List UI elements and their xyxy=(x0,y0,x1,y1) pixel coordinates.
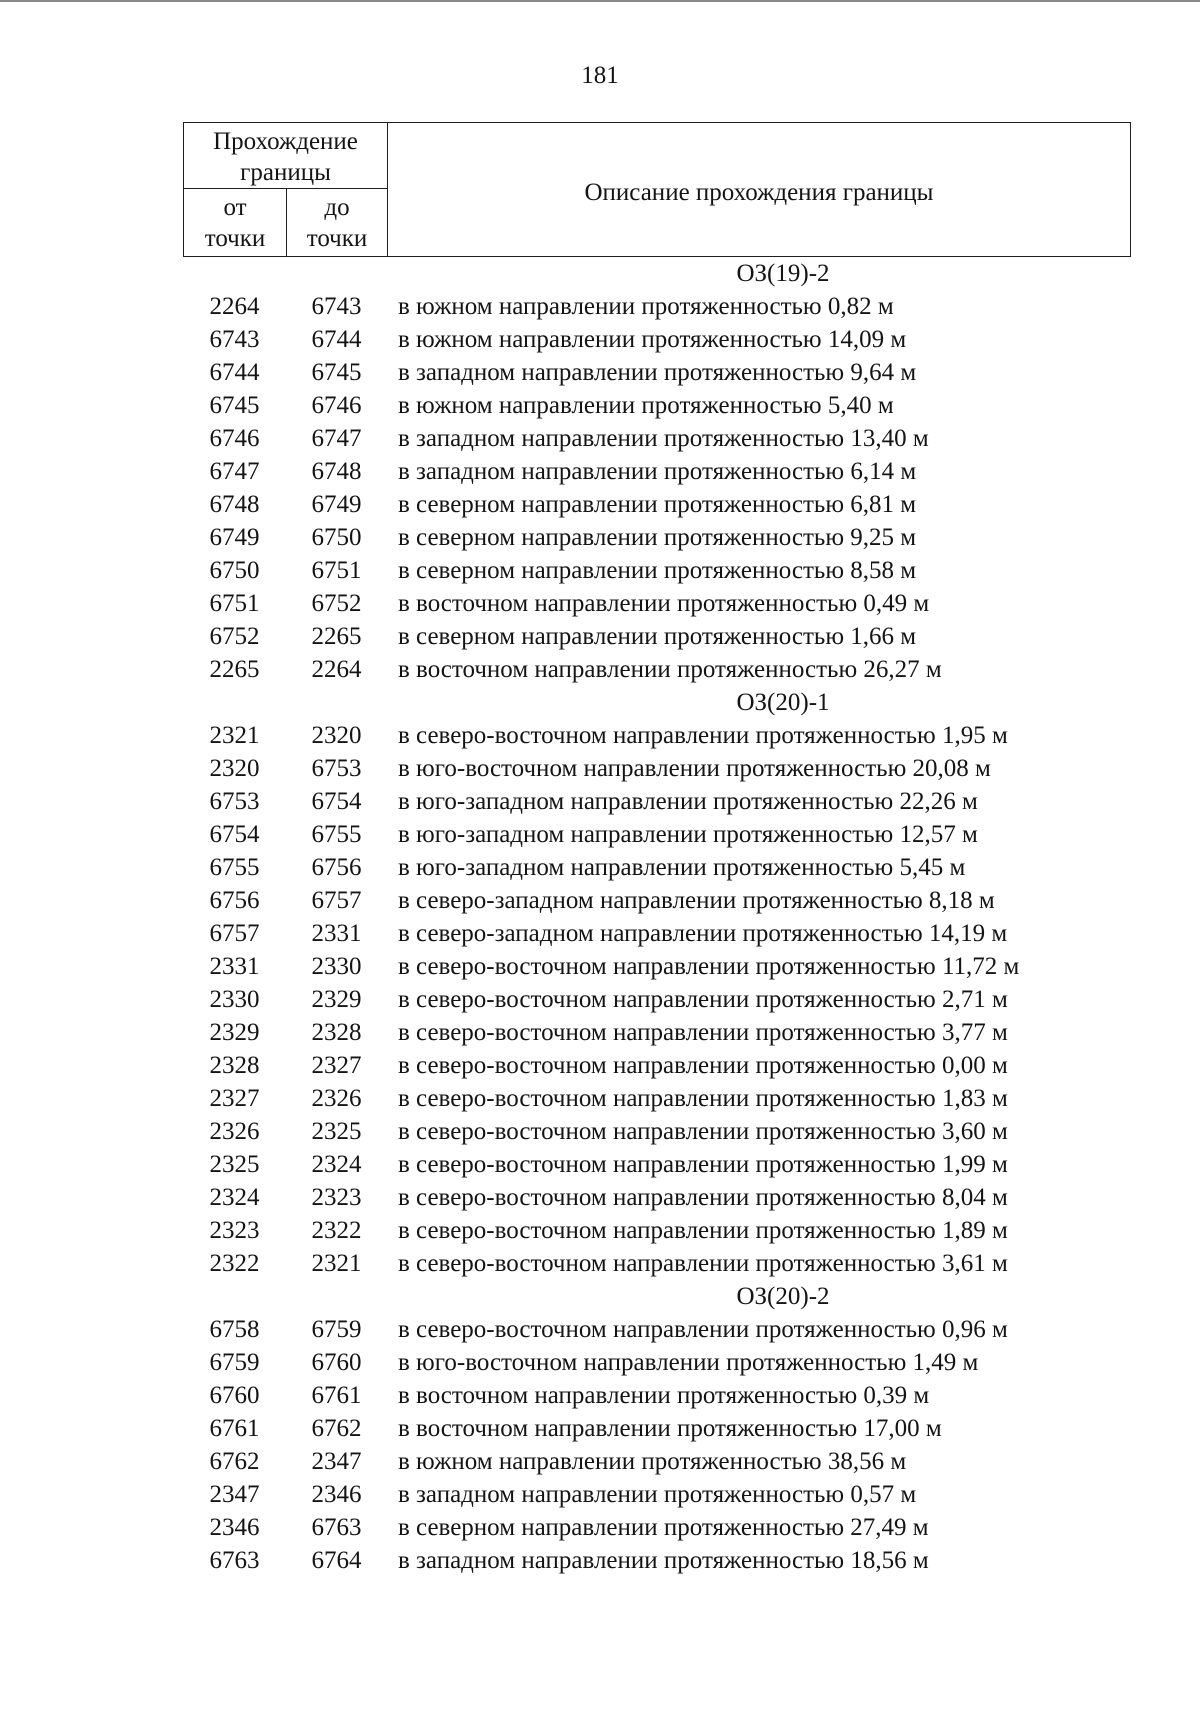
to-point-cell: 6756 xyxy=(311,854,362,881)
to-point-cell: 2265 xyxy=(311,623,362,650)
table-row xyxy=(183,323,1131,356)
description-cell: в западном направлении протяженностью 18,56 м xyxy=(398,1547,929,1574)
description-cell: в юго-западном направлении протяженностью 22,26 м xyxy=(398,788,978,815)
table-row xyxy=(183,1511,1131,1544)
table-row xyxy=(183,521,1131,554)
description-cell: в юго-западном направлении протяженностью 5,45 м xyxy=(398,854,966,881)
to-point-cell: 6755 xyxy=(311,821,362,848)
from-point-cell: 2328 xyxy=(209,1052,260,1079)
table-row xyxy=(183,719,1131,752)
header-from-line1: от xyxy=(223,194,247,221)
to-point-cell: 2325 xyxy=(311,1118,362,1145)
to-point-cell: 2322 xyxy=(311,1217,362,1244)
to-point-cell: 2347 xyxy=(311,1448,362,1475)
table-row xyxy=(183,455,1131,488)
to-point-cell: 6759 xyxy=(311,1316,362,1343)
table-row xyxy=(183,1313,1131,1346)
description-cell: в северо-восточном направлении протяженностью 3,77 м xyxy=(398,1019,1008,1046)
section-title: ОЗ(20)-1 xyxy=(736,689,830,716)
from-point-cell: 6763 xyxy=(209,1547,260,1574)
description-cell: в западном направлении протяженностью 0,57 м xyxy=(398,1481,917,1508)
to-point-cell: 6750 xyxy=(311,524,362,551)
from-point-cell: 6745 xyxy=(209,392,260,419)
table-row xyxy=(183,1346,1131,1379)
table-row xyxy=(183,587,1131,620)
from-point-cell: 2330 xyxy=(209,986,260,1013)
from-point-cell: 2320 xyxy=(209,755,260,782)
table-row xyxy=(183,1478,1131,1511)
to-point-cell: 2329 xyxy=(311,986,362,1013)
table-row xyxy=(183,818,1131,851)
to-point-cell: 2320 xyxy=(311,722,362,749)
from-point-cell: 6752 xyxy=(209,623,260,650)
header-to-line1: до xyxy=(324,194,350,221)
to-point-cell: 6752 xyxy=(311,590,362,617)
from-point-cell: 6750 xyxy=(209,557,260,584)
to-point-cell: 2331 xyxy=(311,920,362,947)
description-cell: в западном направлении протяженностью 13,40 м xyxy=(398,425,929,452)
description-cell: в северном направлении протяженностью 9,25 м xyxy=(398,524,917,551)
header-description-cell xyxy=(388,123,1130,256)
table-row xyxy=(183,653,1131,686)
from-point-cell: 6753 xyxy=(209,788,260,815)
to-point-cell: 6754 xyxy=(311,788,362,815)
from-point-cell: 2331 xyxy=(209,953,260,980)
description-cell: в северном направлении протяженностью 8,58 м xyxy=(398,557,917,584)
description-cell: в северо-восточном направлении протяженностью 1,89 м xyxy=(398,1217,1008,1244)
header-description: Описание прохождения границы xyxy=(584,179,934,206)
to-point-cell: 6745 xyxy=(311,359,362,386)
scan-edge-line xyxy=(0,0,1200,2)
description-cell: в южном направлении протяженностью 14,09 м xyxy=(398,326,907,353)
table-row xyxy=(183,1016,1131,1049)
to-point-cell: 2323 xyxy=(311,1184,362,1211)
from-point-cell: 6747 xyxy=(209,458,260,485)
to-point-cell: 2326 xyxy=(311,1085,362,1112)
description-cell: в северо-восточном направлении протяженностью 2,71 м xyxy=(398,986,1008,1013)
from-point-cell: 2327 xyxy=(209,1085,260,1112)
from-point-cell: 6759 xyxy=(209,1349,260,1376)
table-row xyxy=(183,752,1131,785)
from-point-cell: 6748 xyxy=(209,491,260,518)
from-point-cell: 6749 xyxy=(209,524,260,551)
table-row xyxy=(183,620,1131,653)
description-cell: в западном направлении протяженностью 9,64 м xyxy=(398,359,917,386)
to-point-cell: 6749 xyxy=(311,491,362,518)
from-point-cell: 6762 xyxy=(209,1448,260,1475)
table-row xyxy=(183,422,1131,455)
description-cell: в восточном направлении протяженностью 0,49 м xyxy=(398,590,930,617)
description-cell: в восточном направлении протяженностью 0,39 м xyxy=(398,1382,930,1409)
to-point-cell: 6747 xyxy=(311,425,362,452)
to-point-cell: 6748 xyxy=(311,458,362,485)
to-point-cell: 6761 xyxy=(311,1382,362,1409)
description-cell: в южном направлении протяженностью 0,82 м xyxy=(398,293,894,320)
header-from-line2: точки xyxy=(204,225,266,252)
description-cell: в северо-восточном направлении протяженностью 8,04 м xyxy=(398,1184,1008,1211)
table-row xyxy=(183,983,1131,1016)
table-row xyxy=(183,1082,1131,1115)
from-point-cell: 2323 xyxy=(209,1217,260,1244)
from-point-cell: 2347 xyxy=(209,1481,260,1508)
table-row xyxy=(183,1247,1131,1280)
section-title: ОЗ(19)-2 xyxy=(736,260,830,287)
table-row xyxy=(183,1445,1131,1478)
from-point-cell: 6755 xyxy=(209,854,260,881)
header-route-line1: Прохождение xyxy=(213,128,358,155)
from-point-cell: 2326 xyxy=(209,1118,260,1145)
table-row xyxy=(183,917,1131,950)
table-row xyxy=(183,950,1131,983)
section-title: ОЗ(20)-2 xyxy=(736,1283,830,1310)
to-point-cell: 6746 xyxy=(311,392,362,419)
description-cell: в северо-восточном направлении протяженностью 3,60 м xyxy=(398,1118,1008,1145)
header-route-cell xyxy=(184,123,388,189)
from-point-cell: 6744 xyxy=(209,359,260,386)
header-to-line2: точки xyxy=(306,225,368,252)
description-cell: в северном направлении протяженностью 1,66 м xyxy=(398,623,917,650)
header-from-cell xyxy=(184,189,287,256)
table-row xyxy=(183,389,1131,422)
description-cell: в северо-восточном направлении протяженностью 0,96 м xyxy=(398,1316,1008,1343)
table-row xyxy=(183,554,1131,587)
description-cell: в северном направлении протяженностью 27,49 м xyxy=(398,1514,929,1541)
table-row xyxy=(183,1544,1131,1577)
from-point-cell: 2346 xyxy=(209,1514,260,1541)
from-point-cell: 6760 xyxy=(209,1382,260,1409)
to-point-cell: 2264 xyxy=(311,656,362,683)
to-point-cell: 2327 xyxy=(311,1052,362,1079)
description-cell: в северо-восточном направлении протяженностью 3,61 м xyxy=(398,1250,1008,1277)
table-row xyxy=(183,1115,1131,1148)
description-cell: в южном направлении протяженностью 38,56 м xyxy=(398,1448,907,1475)
header-route-line2: границы xyxy=(240,159,331,186)
description-cell: в северо-восточном направлении протяженностью 1,99 м xyxy=(398,1151,1008,1178)
from-point-cell: 6761 xyxy=(209,1415,260,1442)
table-header xyxy=(183,122,1131,257)
table-row xyxy=(183,1214,1131,1247)
table-row xyxy=(183,1181,1131,1214)
from-point-cell: 2321 xyxy=(209,722,260,749)
to-point-cell: 6763 xyxy=(311,1514,362,1541)
description-cell: в северном направлении протяженностью 6,81 м xyxy=(398,491,917,518)
to-point-cell: 2346 xyxy=(311,1481,362,1508)
to-point-cell: 6743 xyxy=(311,293,362,320)
description-cell: в северо-восточном направлении протяженностью 11,72 м xyxy=(398,953,1020,980)
boundary-rows xyxy=(183,257,1131,1577)
from-point-cell: 6756 xyxy=(209,887,260,914)
from-point-cell: 6754 xyxy=(209,821,260,848)
table-row xyxy=(183,1379,1131,1412)
to-point-cell: 6760 xyxy=(311,1349,362,1376)
table-row xyxy=(183,488,1131,521)
description-cell: в юго-западном направлении протяженностью 12,57 м xyxy=(398,821,978,848)
from-point-cell: 2329 xyxy=(209,1019,260,1046)
from-point-cell: 2324 xyxy=(209,1184,260,1211)
table-row xyxy=(183,290,1131,323)
description-cell: в северо-восточном направлении протяженностью 0,00 м xyxy=(398,1052,1008,1079)
description-cell: в северо-западном направлении протяженностью 8,18 м xyxy=(398,887,995,914)
from-point-cell: 6751 xyxy=(209,590,260,617)
table-row xyxy=(183,356,1131,389)
from-point-cell: 2325 xyxy=(209,1151,260,1178)
page-number: 181 xyxy=(581,62,619,89)
from-point-cell: 2264 xyxy=(209,293,260,320)
to-point-cell: 6764 xyxy=(311,1547,362,1574)
to-point-cell: 6753 xyxy=(311,755,362,782)
from-point-cell: 6757 xyxy=(209,920,260,947)
description-cell: в северо-западном направлении протяженностью 14,19 м xyxy=(398,920,1008,947)
description-cell: в юго-восточном направлении протяженностью 20,08 м xyxy=(398,755,991,782)
to-point-cell: 2321 xyxy=(311,1250,362,1277)
to-point-cell: 6757 xyxy=(311,887,362,914)
table-row xyxy=(183,884,1131,917)
description-cell: в северо-восточном направлении протяженностью 1,95 м xyxy=(398,722,1008,749)
to-point-cell: 6762 xyxy=(311,1415,362,1442)
table-row xyxy=(183,1148,1131,1181)
to-point-cell: 2324 xyxy=(311,1151,362,1178)
description-cell: в юго-восточном направлении протяженностью 1,49 м xyxy=(398,1349,979,1376)
to-point-cell: 6744 xyxy=(311,326,362,353)
description-cell: в восточном направлении протяженностью 26,27 м xyxy=(398,656,942,683)
table-row xyxy=(183,851,1131,884)
table-row xyxy=(183,1412,1131,1445)
to-point-cell: 6751 xyxy=(311,557,362,584)
from-point-cell: 2322 xyxy=(209,1250,260,1277)
table-row xyxy=(183,1049,1131,1082)
description-cell: в южном направлении протяженностью 5,40 м xyxy=(398,392,894,419)
from-point-cell: 6758 xyxy=(209,1316,260,1343)
to-point-cell: 2328 xyxy=(311,1019,362,1046)
header-to-cell xyxy=(287,189,388,256)
from-point-cell: 6743 xyxy=(209,326,260,353)
to-point-cell: 2330 xyxy=(311,953,362,980)
from-point-cell: 2265 xyxy=(209,656,260,683)
description-cell: в восточном направлении протяженностью 17,00 м xyxy=(398,1415,942,1442)
description-cell: в западном направлении протяженностью 6,14 м xyxy=(398,458,917,485)
from-point-cell: 6746 xyxy=(209,425,260,452)
description-cell: в северо-восточном направлении протяженностью 1,83 м xyxy=(398,1085,1008,1112)
table-row xyxy=(183,785,1131,818)
